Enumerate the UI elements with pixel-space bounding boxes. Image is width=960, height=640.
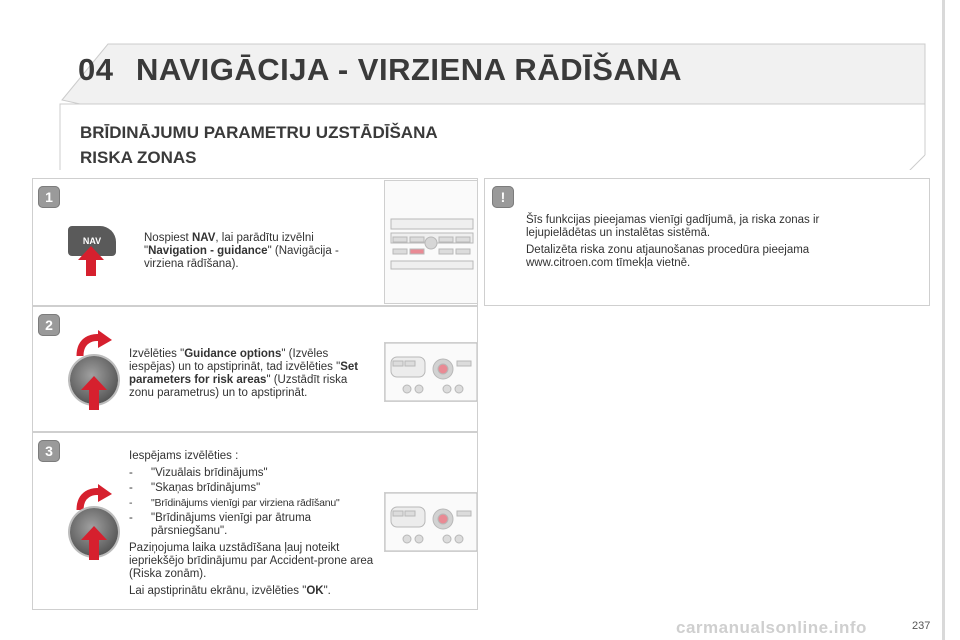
nav-button: NAV [68, 226, 116, 256]
step-2-text: Izvēlēties "Guidance options" (Izvēles iespējas) un to apstiprināt, tad izvēlēties "Set parameters for risk areas" (Uzstādīt riska zonu parametrus) un to apstiprināt. [129, 348, 359, 399]
step-3-intro: Iespējams izvēlēties : [129, 450, 239, 462]
radio-panel-image-3 [384, 492, 478, 552]
arrow-up-icon [81, 526, 107, 560]
arrow-up-icon [78, 246, 104, 276]
step-1-text: Nospiest NAV, lai parādītu izvēlni "Navigation - guidance" (Navigācija - virziena rādīšana). [144, 232, 339, 270]
watermark: carmanualsonline.info [676, 618, 867, 637]
list-item: - "Skaņas brīdinājums" [129, 482, 379, 495]
curved-arrow-icon [76, 330, 112, 358]
section-title-line1: BRĪDINĀJUMU PARAMETRU UZSTĀDĪŠANA [80, 123, 438, 142]
notice-paragraph-1: Šīs funkcijas pieejamas vienīgi gadījumā, ja riska zonas ir lejupielādētas un instalētas sistēmā. [526, 214, 820, 239]
radio-panel-image-1 [384, 180, 478, 304]
option-list [129, 467, 379, 538]
step-1-badge: 1 [38, 186, 60, 208]
step-3-badge: 3 [38, 440, 60, 462]
step-3-confirm: Lai apstiprinātu ekrānu, izvēlēties "OK". [129, 585, 331, 597]
chapter-number: 04 [78, 52, 114, 87]
section-title-line2: RISKA ZONAS [80, 148, 197, 167]
notice-paragraph-2: Detalizēta riska zonu atjaunošanas procedūra pieejama www.citroen.com tīmekļa vietnē. [526, 244, 810, 269]
step-3-text [129, 450, 379, 602]
step-3-note: Paziņojuma laika uzstādīšana ļauj noteikt iepriekšējo brīdinājumu par Accident-prone area (Riska zonām). [129, 542, 374, 580]
list-item: - "Vizuālais brīdinājums" [129, 467, 379, 480]
warning-badge: ! [492, 186, 514, 208]
chapter-title: NAVIGĀCIJA - VIRZIENA RĀDĪŠANA [136, 52, 683, 87]
notice-text [526, 214, 866, 274]
page-number: 237 [912, 620, 931, 632]
radio-panel-image-2 [384, 342, 478, 402]
list-item: - "Brīdinājums vienīgi par virziena rādīšanu" [129, 497, 379, 510]
arrow-up-icon [81, 376, 107, 410]
section-title [80, 120, 438, 170]
step-2-badge: 2 [38, 314, 60, 336]
list-item: - "Brīdinājums vienīgi par ātruma pārsniegšanu". [129, 512, 379, 538]
